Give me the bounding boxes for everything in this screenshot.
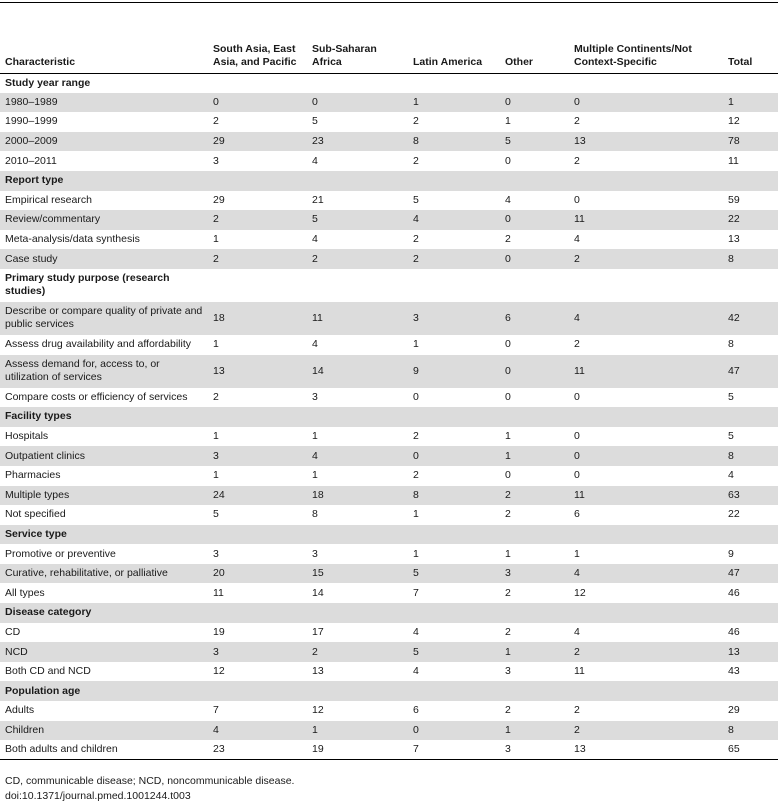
table-cell: 11 <box>307 302 408 335</box>
table-cell: 2 <box>413 430 419 443</box>
table-cell: 4 <box>413 665 419 678</box>
table-cell: 4 <box>307 446 408 466</box>
section-header-row <box>0 171 778 191</box>
table-cell: 0 <box>505 390 511 403</box>
row-label: Compare costs or efficiency of services <box>5 390 188 403</box>
row-label: CD <box>5 625 21 638</box>
table-cell: 0 <box>408 446 500 466</box>
table-cell: 4 <box>574 233 580 246</box>
table-cell: 2 <box>208 210 307 230</box>
table-cell: 12 <box>213 665 225 678</box>
table-cell: 0 <box>505 154 511 167</box>
table-cell: 2 <box>505 586 511 599</box>
table-cell: 4 <box>413 625 419 638</box>
table-cell: 8 <box>408 132 500 152</box>
table-cell: 78 <box>723 132 778 152</box>
table-cell <box>408 171 500 191</box>
table-cell: 6 <box>413 704 419 717</box>
table-cell <box>307 407 408 427</box>
table-cell: 1 <box>312 430 318 443</box>
table-cell: 1 <box>413 547 419 560</box>
section-label: Report type <box>0 171 208 191</box>
table-cell: 3 <box>500 740 569 760</box>
table-cell: 1 <box>408 93 500 113</box>
table-cell: 8 <box>723 721 778 741</box>
table-cell: 3 <box>408 302 500 335</box>
table-row <box>0 249 778 269</box>
table-cell <box>723 171 778 191</box>
table-cell: 1 <box>213 430 219 443</box>
table-cell <box>408 73 500 93</box>
table-cell: 1 <box>505 547 511 560</box>
table-cell: 19 <box>213 625 225 638</box>
table-row <box>0 93 778 113</box>
row-label: Describe or compare quality of private and public services <box>0 302 208 335</box>
table-cell: 23 <box>307 132 408 152</box>
table-cell: 1 <box>500 721 569 741</box>
table-cell <box>500 171 569 191</box>
section-header-row <box>0 407 778 427</box>
table-cell: 3 <box>505 665 511 678</box>
col-header-sub-saharan-africa: Sub-Saharan Africa <box>307 3 408 73</box>
table-cell: 4 <box>569 302 723 335</box>
row-label: Multiple types <box>0 486 208 506</box>
table-row <box>0 583 778 603</box>
table-cell: 0 <box>574 430 580 443</box>
table-cell: 4 <box>312 233 318 246</box>
col-header-other: Other <box>500 3 569 73</box>
table-cell: 3 <box>208 642 307 662</box>
table-cell <box>569 269 723 302</box>
data-table <box>0 3 778 760</box>
table-cell <box>307 603 408 623</box>
table-row <box>0 505 778 525</box>
table-cell: 5 <box>213 508 219 521</box>
table-row <box>0 486 778 506</box>
row-label: Adults <box>5 704 35 717</box>
table-row <box>0 427 778 447</box>
table-cell: 5 <box>500 132 569 152</box>
table-cell: 2 <box>505 704 511 717</box>
section-header-row <box>0 269 778 302</box>
table-cell: 2 <box>208 249 307 269</box>
row-label: Empirical research <box>5 193 92 206</box>
table-cell <box>500 73 569 93</box>
table-cell: 2 <box>408 249 500 269</box>
row-label: Case study <box>0 249 208 269</box>
table-row <box>0 388 778 408</box>
table-cell: 29 <box>213 193 225 206</box>
table-cell <box>208 73 307 93</box>
table-cell: 63 <box>723 486 778 506</box>
table-cell: 4 <box>312 338 318 351</box>
row-label: Pharmacies <box>5 469 61 482</box>
table-cell: 13 <box>312 665 324 678</box>
table-cell: 2 <box>574 338 580 351</box>
table-cell: 8 <box>723 249 778 269</box>
table-cell: 8 <box>408 486 500 506</box>
table-cell: 2 <box>307 249 408 269</box>
table-cell <box>307 171 408 191</box>
table-cell: 0 <box>505 469 511 482</box>
table-cell <box>569 603 723 623</box>
table-cell: 3 <box>213 154 219 167</box>
table-row <box>0 132 778 152</box>
table-cell <box>307 525 408 545</box>
table-cell: 2 <box>574 154 580 167</box>
table-cell <box>723 73 778 93</box>
table-cell: 11 <box>569 210 723 230</box>
table-cell <box>569 73 723 93</box>
table-cell: 8 <box>312 508 318 521</box>
table-cell: 22 <box>728 508 740 521</box>
table-cell <box>569 681 723 701</box>
table-cell <box>307 681 408 701</box>
table-cell: 9 <box>728 547 734 560</box>
table-cell: 7 <box>213 704 219 717</box>
table-cell: 11 <box>569 486 723 506</box>
section-header-row <box>0 603 778 623</box>
table-cell <box>500 525 569 545</box>
col-header-multiple-continents: Multiple Continents/Not Context-Specific <box>569 3 723 73</box>
table-cell: 11 <box>213 586 224 599</box>
table-cell: 4 <box>312 154 318 167</box>
table-cell: 2 <box>569 642 723 662</box>
table-cell: 43 <box>728 665 740 678</box>
table-row <box>0 446 778 466</box>
table-cell: 29 <box>208 132 307 152</box>
table-row <box>0 191 778 211</box>
table-cell: 2 <box>413 154 419 167</box>
table-row <box>0 151 778 171</box>
table-cell: 12 <box>312 704 324 717</box>
table-cell: 2 <box>307 642 408 662</box>
table-row <box>0 564 778 584</box>
table-cell: 15 <box>307 564 408 584</box>
section-label: Service type <box>0 525 208 545</box>
table-cell: 2 <box>574 115 580 128</box>
table-cell: 0 <box>569 93 723 113</box>
table-cell: 5 <box>307 210 408 230</box>
table-cell: 0 <box>574 193 580 206</box>
table-row <box>0 335 778 355</box>
row-label: Meta-analysis/data synthesis <box>5 233 140 246</box>
table-cell: 5 <box>408 642 500 662</box>
table-cell: 3 <box>213 547 219 560</box>
section-label: Facility types <box>0 407 208 427</box>
row-label: NCD <box>0 642 208 662</box>
row-label: Review/commentary <box>0 210 208 230</box>
row-label: Both adults and children <box>0 740 208 760</box>
table-cell: 1 <box>723 93 778 113</box>
table-cell: 23 <box>208 740 307 760</box>
table-cell: 13 <box>569 740 723 760</box>
table-cell: 2 <box>413 115 419 128</box>
table-row <box>0 302 778 335</box>
row-label: 1990–1999 <box>5 115 58 128</box>
table-cell: 7 <box>408 740 500 760</box>
table-cell: 8 <box>723 446 778 466</box>
table-cell: 11 <box>574 665 585 678</box>
table-cell: 4 <box>574 625 580 638</box>
table-cell <box>500 269 569 302</box>
table-row <box>0 210 778 230</box>
table-row <box>0 721 778 741</box>
table-cell: 42 <box>723 302 778 335</box>
table-cell <box>208 603 307 623</box>
table-cell: 5 <box>408 564 500 584</box>
table-cell <box>408 603 500 623</box>
table-cell <box>307 269 408 302</box>
table-cell: 17 <box>312 625 324 638</box>
table-cell: 0 <box>500 249 569 269</box>
table-row <box>0 701 778 721</box>
table-cell: 2 <box>500 486 569 506</box>
table-cell: 0 <box>413 390 419 403</box>
table-cell: 1 <box>213 338 219 351</box>
table-cell: 13 <box>728 233 740 246</box>
table-cell: 2 <box>505 233 511 246</box>
row-label: Curative, rehabilitative, or palliative <box>0 564 208 584</box>
table-cell: 13 <box>208 355 307 388</box>
table-row <box>0 642 778 662</box>
row-label: Children <box>0 721 208 741</box>
table-cell: 1 <box>413 338 419 351</box>
table-cell: 0 <box>569 446 723 466</box>
table-cell <box>569 171 723 191</box>
table-cell: 65 <box>723 740 778 760</box>
table-row <box>0 112 778 132</box>
table-cell: 59 <box>728 193 740 206</box>
table-cell: 9 <box>408 355 500 388</box>
row-label: Assess drug availability and affordability <box>5 338 191 351</box>
row-label: Hospitals <box>5 430 49 443</box>
table-cell: 2 <box>569 249 723 269</box>
table-cell: 3 <box>312 547 318 560</box>
table-cell: 1 <box>574 547 580 560</box>
table-cell: 5 <box>413 193 419 206</box>
section-label: Study year range <box>5 76 91 89</box>
table-cell: 0 <box>574 390 580 403</box>
col-header-latin-america: Latin America <box>408 3 500 73</box>
table-cell: 21 <box>312 193 324 206</box>
table-cell: 4 <box>569 564 723 584</box>
table-cell: 47 <box>723 355 778 388</box>
table-cell <box>408 681 500 701</box>
table-cell: 14 <box>307 355 408 388</box>
table-cell: 0 <box>505 338 511 351</box>
row-label: Promotive or preventive <box>5 547 116 560</box>
table-cell: 19 <box>307 740 408 760</box>
table-cell <box>500 681 569 701</box>
table-cell <box>723 407 778 427</box>
table-cell: 1 <box>505 115 511 128</box>
table-cell: 46 <box>728 625 740 638</box>
table-cell: 13 <box>569 132 723 152</box>
table-cell <box>208 407 307 427</box>
row-label: 2010–2011 <box>5 154 57 167</box>
table-cell <box>208 525 307 545</box>
table-cell <box>723 681 778 701</box>
table-cell: 4 <box>408 210 500 230</box>
table-cell: 0 <box>307 93 408 113</box>
table-cell: 6 <box>574 508 580 521</box>
table-row <box>0 662 778 682</box>
row-label: Outpatient clinics <box>0 446 208 466</box>
row-label: 2000–2009 <box>0 132 208 152</box>
table-cell: 2 <box>574 704 580 717</box>
table-cell: 7 <box>413 586 419 599</box>
col-header-south-asia: South Asia, East Asia, and Pacific <box>208 3 307 73</box>
table-cell <box>208 681 307 701</box>
table-cell <box>723 525 778 545</box>
table-cell: 12 <box>728 115 740 128</box>
section-header-row <box>0 73 778 93</box>
table-cell <box>569 407 723 427</box>
table-cell: 1 <box>312 469 318 482</box>
table-cell: 5 <box>312 115 318 128</box>
table-cell: 0 <box>408 721 500 741</box>
table-cell: 5 <box>728 430 734 443</box>
table-cell: 5 <box>728 390 734 403</box>
header-row <box>0 3 778 73</box>
table-cell: 4 <box>728 469 734 482</box>
table-cell: 8 <box>728 338 734 351</box>
table-cell: 0 <box>500 210 569 230</box>
table-cell: 2 <box>413 469 419 482</box>
table-cell <box>208 269 307 302</box>
table-cell: 20 <box>208 564 307 584</box>
row-label: 1980–1989 <box>0 93 208 113</box>
table-cell: 2 <box>413 233 419 246</box>
table-cell: 46 <box>728 586 740 599</box>
table-cell: 1 <box>213 233 219 246</box>
col-header-total: Total <box>723 3 778 73</box>
table-cell: 0 <box>208 93 307 113</box>
table-cell: 12 <box>574 586 586 599</box>
table-row <box>0 466 778 486</box>
table-cell <box>723 603 778 623</box>
table-cell: 47 <box>723 564 778 584</box>
table-cell: 18 <box>208 302 307 335</box>
table-cell: 2 <box>505 625 511 638</box>
table-cell: 11 <box>569 355 723 388</box>
doi-footnote: doi:10.1371/journal.pmed.1001244.t003 <box>5 790 191 803</box>
table-cell: 24 <box>208 486 307 506</box>
table-cell <box>408 269 500 302</box>
table-cell <box>500 407 569 427</box>
col-header-characteristic: Characteristic <box>0 3 208 73</box>
table-cell: 2 <box>569 721 723 741</box>
table-cell: 14 <box>312 586 324 599</box>
table-figure <box>0 2 778 804</box>
table-cell: 22 <box>723 210 778 230</box>
table-cell: 3 <box>500 564 569 584</box>
table-row <box>0 623 778 643</box>
table-cell: 1 <box>505 430 511 443</box>
section-label: Population age <box>0 681 208 701</box>
table-row <box>0 544 778 564</box>
table-cell: 1 <box>500 642 569 662</box>
table-row <box>0 230 778 250</box>
table-cell: 0 <box>500 93 569 113</box>
table-cell: 1 <box>307 721 408 741</box>
table-cell <box>408 407 500 427</box>
table-cell <box>307 73 408 93</box>
table-cell: 13 <box>723 642 778 662</box>
table-cell: 2 <box>213 115 219 128</box>
table-row <box>0 740 778 760</box>
table-cell: 3 <box>312 390 318 403</box>
table-cell: 0 <box>500 355 569 388</box>
table-cell <box>208 171 307 191</box>
table-cell: 2 <box>505 508 511 521</box>
section-header-row <box>0 681 778 701</box>
table-cell: 1 <box>413 508 419 521</box>
table-cell: 4 <box>208 721 307 741</box>
row-label: Both CD and NCD <box>5 665 91 678</box>
table-body <box>0 73 778 760</box>
table-cell: 6 <box>500 302 569 335</box>
table-cell: 1 <box>500 446 569 466</box>
table-cell <box>569 525 723 545</box>
table-cell <box>723 269 778 302</box>
row-label: Not specified <box>5 508 66 521</box>
table-cell: 18 <box>307 486 408 506</box>
table-cell <box>500 603 569 623</box>
table-cell: 2 <box>213 390 219 403</box>
table-cell: 3 <box>208 446 307 466</box>
table-cell: 1 <box>213 469 219 482</box>
abbreviations-footnote: CD, communicable disease; NCD, noncommunicable disease. <box>5 775 295 788</box>
section-label: Disease category <box>0 603 208 623</box>
table-row <box>0 355 778 388</box>
table-cell: 11 <box>728 154 739 167</box>
table-cell: 0 <box>574 469 580 482</box>
table-cell: 29 <box>728 704 740 717</box>
table-cell <box>408 525 500 545</box>
row-label: Assess demand for, access to, or utilization of services <box>0 355 208 388</box>
row-label: All types <box>5 586 45 599</box>
section-header-row <box>0 525 778 545</box>
table-cell: 4 <box>505 193 511 206</box>
section-label: Primary study purpose (research studies) <box>5 272 170 298</box>
